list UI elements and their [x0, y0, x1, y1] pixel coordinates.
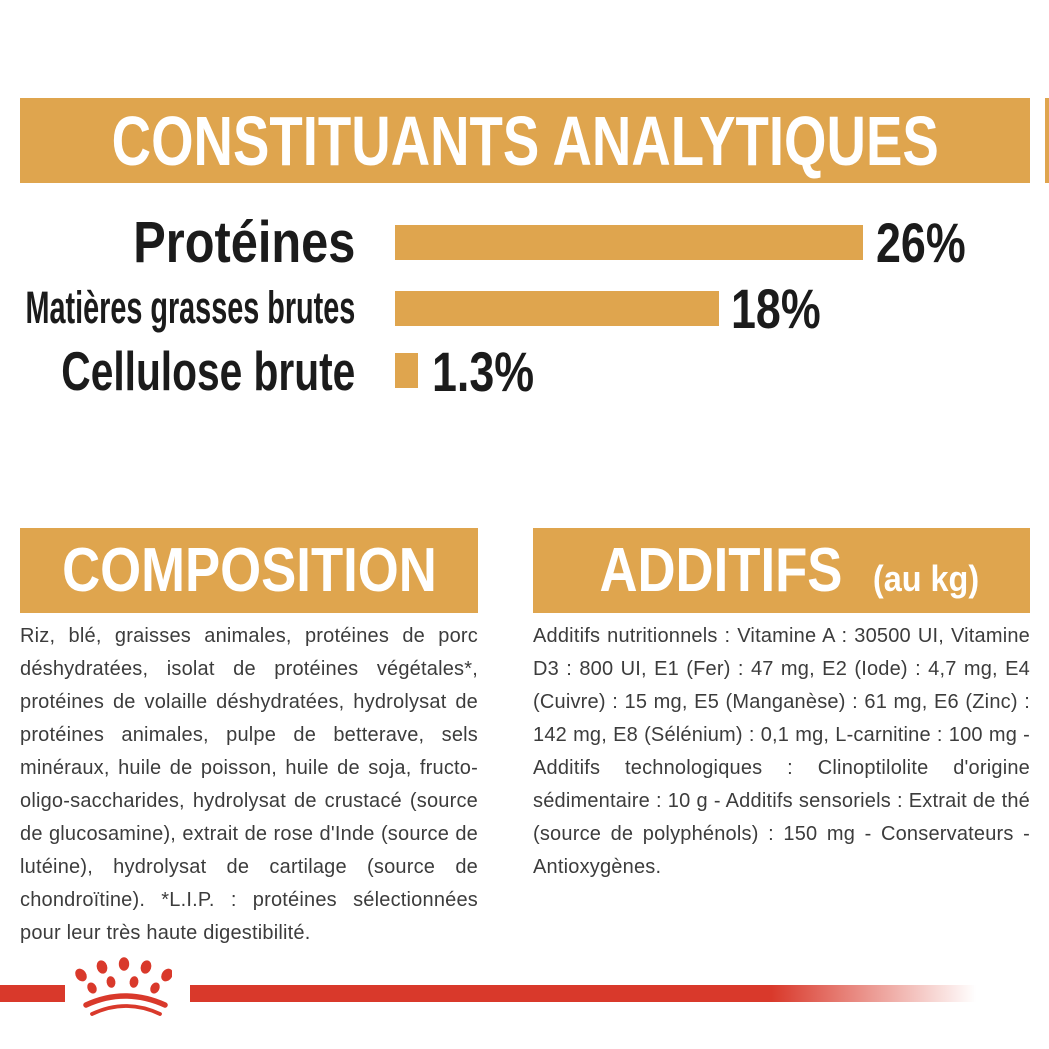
- analytical-constituents-header: [20, 98, 1030, 183]
- brand-line-right: [190, 985, 976, 1002]
- composition-text: Riz, blé, graisses animales, protéines de porc déshydratées, isolat de protéines végétales*, protéines de volaille déshydratées, hydrolysat de protéines animales, pulpe de betterave, sels minéraux, huile de poisson, huile de soja, fructo-oligo-saccharides, hydrolysat de crustacé (source de glucosamine), extrait de rose d'Inde (source de lutéine), hydrolysat de cartilage (source de chondroïtine). *L.I.P. : protéines sélectionnées pour leur très haute digestibilité.: [20, 625, 478, 944]
- chart-bar-cellulose: [395, 353, 418, 388]
- adjacent-card-edge: [1045, 98, 1049, 183]
- chart-row-label: Matières grasses brutes: [25, 282, 355, 333]
- analytical-constituents-title: CONSTITUANTS ANALYTIQUES: [111, 101, 939, 180]
- chart-row-label: Protéines: [132, 209, 355, 275]
- crown-dots: [73, 957, 172, 995]
- additifs-header: [533, 528, 1030, 613]
- crown-base-arcs: [86, 996, 165, 1014]
- additifs-title: ADDITIFS: [598, 536, 842, 605]
- royal-canin-crown-logo: [68, 955, 172, 1019]
- chart-row-value: 26%: [876, 210, 966, 274]
- chart-bar-proteines: [395, 225, 863, 260]
- chart-row-value: 1.3%: [432, 339, 535, 403]
- chart-bar-matieres-grasses: [395, 291, 719, 326]
- additifs-title-suffix: (au kg): [873, 557, 980, 599]
- chart-row-label: Cellulose brute: [60, 340, 355, 402]
- composition-header: [20, 528, 478, 613]
- additifs-text: Additifs nutritionnels : Vitamine A : 30500 UI, Vitamine D3 : 800 UI, E1 (Fer) : 47 mg, E2 (Iode) : 4,7 mg, E4 (Cuivre) : 15 mg, E5 (Manganèse) : 61 mg, E6 (Zinc) : 142 mg, E8 (Sélénium) : 0,1 mg, L-carnitine : 100 mg - Additifs technologiques : Clinoptilolite d'origine sédimentaire : 10 g - Additifs sensoriels : Extrait de thé (source de polyphénols) : 150 mg - Conservateurs - Antioxygènes.: [533, 625, 1030, 878]
- brand-line-left: [0, 985, 65, 1002]
- composition-title: COMPOSITION: [61, 536, 437, 605]
- chart-row-value: 18%: [731, 276, 821, 340]
